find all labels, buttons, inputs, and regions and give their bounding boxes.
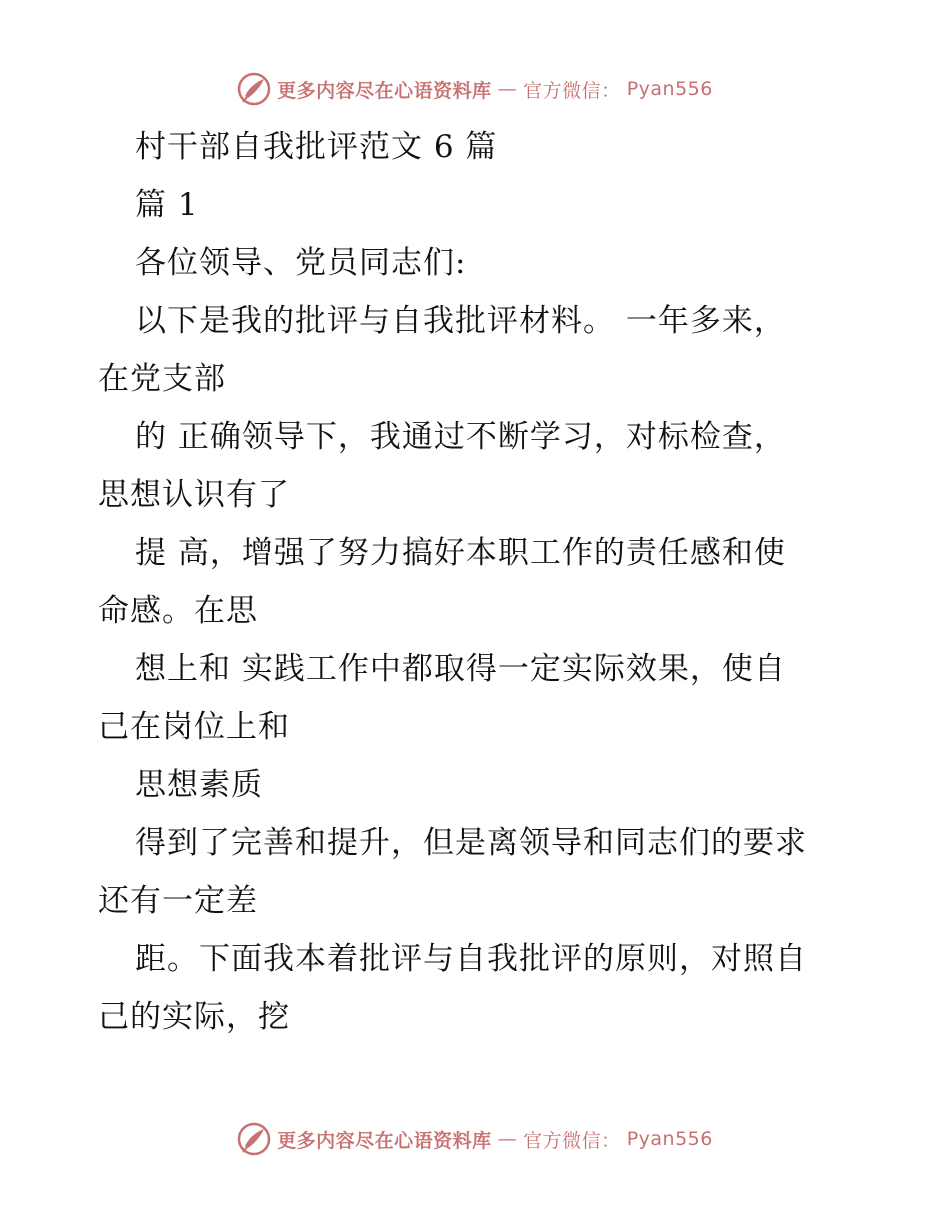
banner-dash: — <box>497 1128 518 1150</box>
text-line: 想上和 实践工作中都取得一定实际效果，使自 <box>135 651 786 687</box>
text-line: 篇 1 <box>135 187 199 223</box>
text-line: 在党支部 <box>98 361 226 397</box>
text-line: 得到了完善和提升，但是离领导和同志们的要求 <box>135 825 807 861</box>
document-body <box>98 118 858 1046</box>
text-line: 村干部自我批评范文 6 篇 <box>135 129 498 165</box>
banner-wechat-id: Pyan556 <box>626 78 713 100</box>
text-line: 己的实际，挖 <box>98 999 290 1035</box>
text-line: 思想认识有了 <box>98 477 290 513</box>
text-line: 思想素质 <box>135 767 263 803</box>
text-line: 己在岗位上和 <box>98 709 290 745</box>
quill-pen-logo-icon <box>237 1122 271 1156</box>
banner-main-text: 更多内容尽在心语资料库 <box>277 1129 492 1152</box>
text-line: 各位领导、党员同志们: <box>135 245 467 281</box>
banner-wechat-label: 官方微信： <box>523 1129 621 1152</box>
text-line: 距。下面我本着批评与自我批评的原则，对照自 <box>135 941 807 977</box>
quill-pen-logo-icon <box>237 72 271 106</box>
banner-wechat-label: 官方微信： <box>523 79 621 102</box>
banner-wechat-id: Pyan556 <box>626 1128 713 1150</box>
banner-main-text: 更多内容尽在心语资料库 <box>277 79 492 102</box>
text-line: 还有一定差 <box>98 883 258 919</box>
header-banner[interactable] <box>0 72 950 106</box>
text-line: 以下是我的批评与自我批评材料。 一年多来， <box>135 303 786 339</box>
footer-banner[interactable] <box>0 1122 950 1156</box>
text-line: 命感。在思 <box>98 593 258 629</box>
text-line: 的 正确领导下，我通过不断学习，对标检查， <box>135 419 786 455</box>
text-line: 提 高，增强了努力搞好本职工作的责任感和使 <box>135 535 786 571</box>
banner-dash: — <box>497 78 518 100</box>
